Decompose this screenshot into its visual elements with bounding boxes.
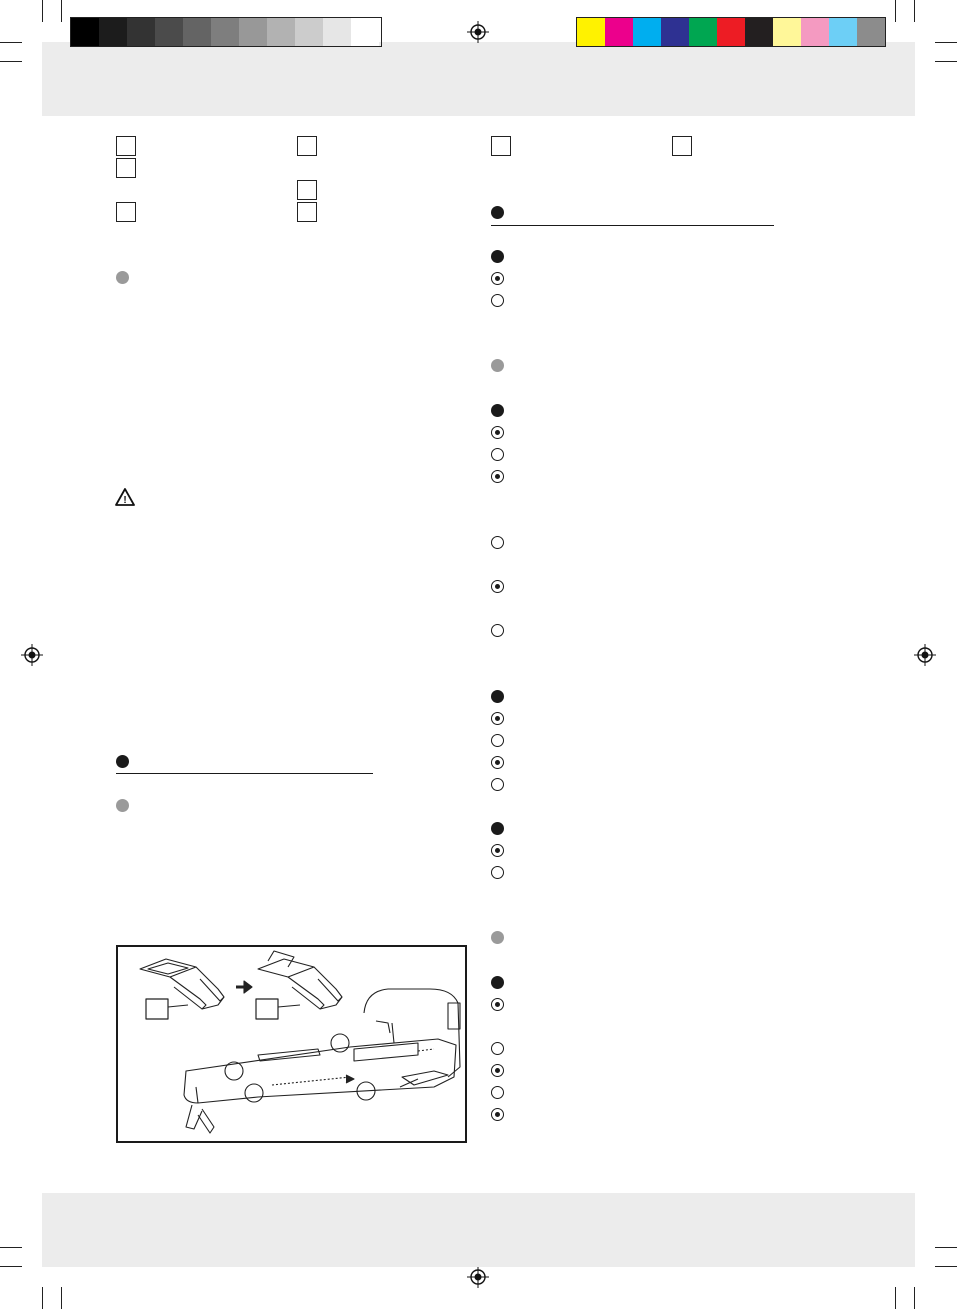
color-swatch [239, 18, 267, 46]
target-circle-bullet-icon [491, 998, 504, 1011]
color-swatch [801, 18, 829, 46]
filled-bullet-icon [116, 755, 129, 768]
registration-crosshair-icon [914, 644, 936, 666]
target-circle-bullet-icon [491, 580, 504, 593]
color-swatch [689, 18, 717, 46]
target-circle-bullet-icon [491, 756, 504, 769]
reference-box [116, 158, 136, 178]
registration-crosshair-icon [467, 21, 489, 43]
color-swatch [857, 18, 885, 46]
open-circle-bullet-icon [491, 734, 504, 747]
open-circle-bullet-icon [491, 1086, 504, 1099]
filled-bullet-icon [491, 206, 504, 219]
color-swatch [717, 18, 745, 46]
target-circle-bullet-icon [491, 1064, 504, 1077]
filled-bullet-icon [491, 404, 504, 417]
color-swatch [661, 18, 689, 46]
open-circle-bullet-icon [491, 448, 504, 461]
color-swatch [71, 18, 99, 46]
grey-bullet-icon [491, 359, 504, 372]
grey-scale-bar [70, 17, 382, 47]
color-bar [576, 17, 886, 47]
open-circle-bullet-icon [491, 1042, 504, 1055]
svg-text:!: ! [123, 495, 127, 506]
color-swatch [127, 18, 155, 46]
filled-bullet-icon [491, 690, 504, 703]
grey-bullet-icon [116, 271, 129, 284]
open-circle-bullet-icon [491, 778, 504, 791]
filled-bullet-icon [491, 822, 504, 835]
warning-triangle-icon [115, 488, 135, 506]
target-circle-bullet-icon [491, 272, 504, 285]
reference-box [297, 202, 317, 222]
reference-box [297, 136, 317, 156]
open-circle-bullet-icon [491, 536, 504, 549]
open-circle-bullet-icon [491, 294, 504, 307]
registration-crosshair-icon [21, 644, 43, 666]
reference-box [491, 136, 511, 156]
color-swatch [267, 18, 295, 46]
color-swatch [605, 18, 633, 46]
color-swatch [155, 18, 183, 46]
color-swatch [577, 18, 605, 46]
target-circle-bullet-icon [491, 712, 504, 725]
target-circle-bullet-icon [491, 1108, 504, 1121]
color-swatch [211, 18, 239, 46]
registration-crosshair-icon [467, 1266, 489, 1288]
filled-bullet-icon [491, 250, 504, 263]
target-circle-bullet-icon [491, 470, 504, 483]
filled-bullet-icon [491, 976, 504, 989]
color-swatch [323, 18, 351, 46]
color-swatch [633, 18, 661, 46]
color-swatch [351, 18, 379, 46]
grey-bullet-icon [491, 931, 504, 944]
assembly-figure [116, 945, 467, 1143]
color-swatch [99, 18, 127, 46]
color-swatch [773, 18, 801, 46]
reference-box [672, 136, 692, 156]
color-swatch [745, 18, 773, 46]
color-swatch [829, 18, 857, 46]
open-circle-bullet-icon [491, 866, 504, 879]
sewing-machine-extension-table-illustration [118, 947, 465, 1141]
reference-box [297, 180, 317, 200]
grey-bullet-icon [116, 799, 129, 812]
section-underline [116, 773, 373, 774]
reference-box [116, 136, 136, 156]
open-circle-bullet-icon [491, 624, 504, 637]
target-circle-bullet-icon [491, 844, 504, 857]
section-underline [491, 225, 774, 226]
color-swatch [295, 18, 323, 46]
header-band [42, 42, 915, 116]
reference-box [116, 202, 136, 222]
color-swatch [183, 18, 211, 46]
target-circle-bullet-icon [491, 426, 504, 439]
footer-band [42, 1193, 915, 1267]
